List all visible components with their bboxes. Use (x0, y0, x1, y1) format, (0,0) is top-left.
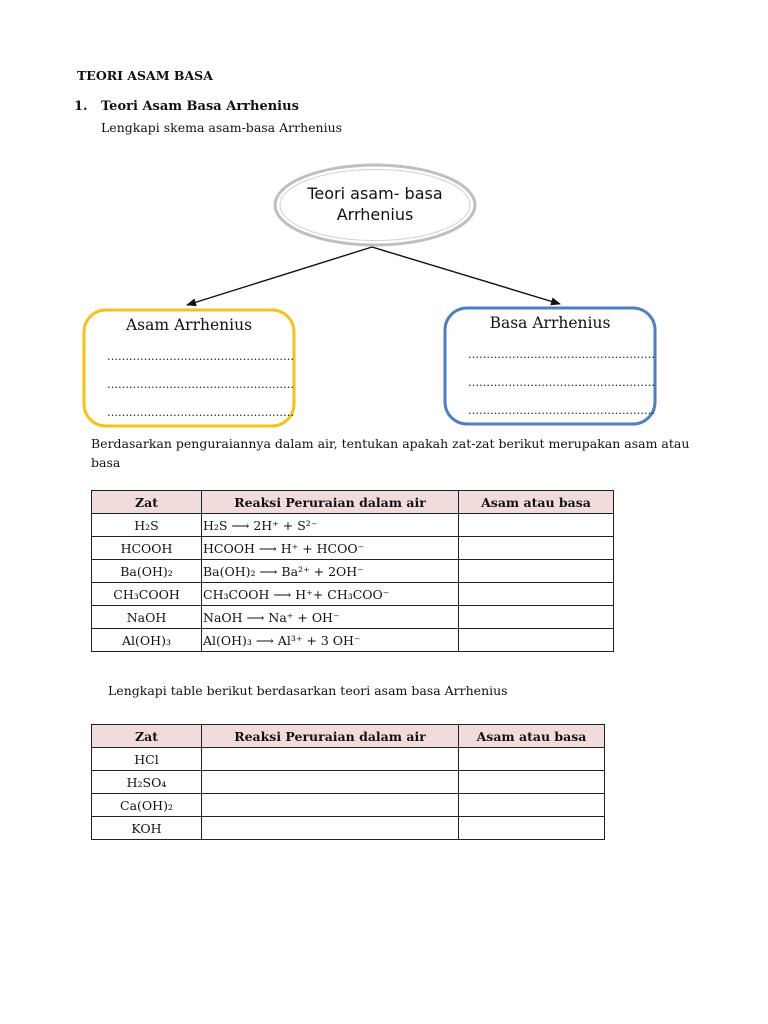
arrow-to-acid (187, 247, 372, 305)
base-blank-3: …………………………………………… (468, 404, 655, 417)
header-reaction: Reaksi Peruraian dalam air (202, 725, 459, 748)
base-box-title: Basa Arrhenius (489, 314, 611, 332)
table-row (92, 583, 614, 606)
zat-cell: CH₃COOH (92, 583, 202, 606)
answer-cell[interactable] (459, 560, 614, 583)
answer-cell[interactable] (459, 583, 614, 606)
acid-blank-2: …………………………………………… (107, 378, 294, 391)
oval-label-line2: Arrhenius (336, 205, 414, 224)
zat-cell: NaOH (92, 606, 202, 629)
section-title: Teori Asam Basa Arrhenius (101, 99, 299, 114)
zat-cell: HCl (92, 748, 202, 771)
table-row (92, 560, 614, 583)
table-row (92, 537, 614, 560)
header-zat: Zat (92, 725, 202, 748)
reaction-cell: HCOOH ⟶ H⁺ + HCOO⁻ (202, 537, 459, 560)
base-blank-2: …………………………………………… (468, 376, 655, 389)
table-row (92, 514, 614, 537)
zat-cell: HCOOH (92, 537, 202, 560)
answer-cell[interactable] (459, 514, 614, 537)
header-answer: Asam atau basa (459, 491, 614, 514)
answer-cell[interactable] (459, 537, 614, 560)
header-reaction: Reaksi Peruraian dalam air (202, 491, 459, 514)
table-row (92, 771, 605, 794)
answer-cell[interactable] (459, 817, 605, 840)
zat-cell: Ba(OH)₂ (92, 560, 202, 583)
reaction-cell: CH₃COOH ⟶ H⁺+ CH₃COO⁻ (202, 583, 459, 606)
acid-blank-3: …………………………………………… (107, 406, 294, 419)
zat-cell: H₂SO₄ (92, 771, 202, 794)
reaction-cell: Ba(OH)₂ ⟶ Ba²⁺ + 2OH⁻ (202, 560, 459, 583)
oval-label-line1: Teori asam- basa (307, 184, 443, 203)
zat-cell: H₂S (92, 514, 202, 537)
table-row (92, 817, 605, 840)
arrow-to-base (372, 247, 560, 304)
zat-cell: KOH (92, 817, 202, 840)
document-title: TEORI ASAM BASA (77, 68, 213, 83)
reaction-cell: NaOH ⟶ Na⁺ + OH⁻ (202, 606, 459, 629)
table-row (92, 629, 614, 652)
base-blank-1: …………………………………………… (468, 348, 655, 361)
table-header-row (92, 725, 605, 748)
answer-cell[interactable] (459, 606, 614, 629)
zat-cell: Ca(OH)₂ (92, 794, 202, 817)
table-header-row (92, 491, 614, 514)
section-number: 1. (74, 99, 88, 114)
header-answer: Asam atau basa (459, 725, 605, 748)
answer-cell[interactable] (459, 629, 614, 652)
table-row (92, 748, 605, 771)
reaction-cell[interactable] (202, 748, 459, 771)
reaction-cell: Al(OH)₃ ⟶ Al³⁺ + 3 OH⁻ (202, 629, 459, 652)
reaction-cell[interactable] (202, 771, 459, 794)
section-instruction: Lengkapi skema asam-basa Arrhenius (101, 120, 343, 135)
answer-cell[interactable] (459, 794, 605, 817)
reaction-cell: H₂S ⟶ 2H⁺ + S²⁻ (202, 514, 459, 537)
instruction-paragraph: Berdasarkan penguraiannya dalam air, tentukan apakah zat-zat berikut merupakan asam atau basa (91, 436, 690, 470)
acid-box-title: Asam Arrhenius (125, 316, 253, 334)
exercise-table (91, 724, 605, 840)
reaction-table (91, 490, 614, 652)
second-instruction: Lengkapi table berikut berdasarkan teori asam basa Arrhenius (108, 683, 508, 698)
zat-cell: Al(OH)₃ (92, 629, 202, 652)
reaction-cell[interactable] (202, 794, 459, 817)
reaction-cell[interactable] (202, 817, 459, 840)
table-row (92, 794, 605, 817)
answer-cell[interactable] (459, 771, 605, 794)
arrhenius-diagram (0, 0, 768, 440)
table-row (92, 606, 614, 629)
header-zat: Zat (92, 491, 202, 514)
answer-cell[interactable] (459, 748, 605, 771)
acid-blank-1: …………………………………………… (107, 350, 294, 363)
